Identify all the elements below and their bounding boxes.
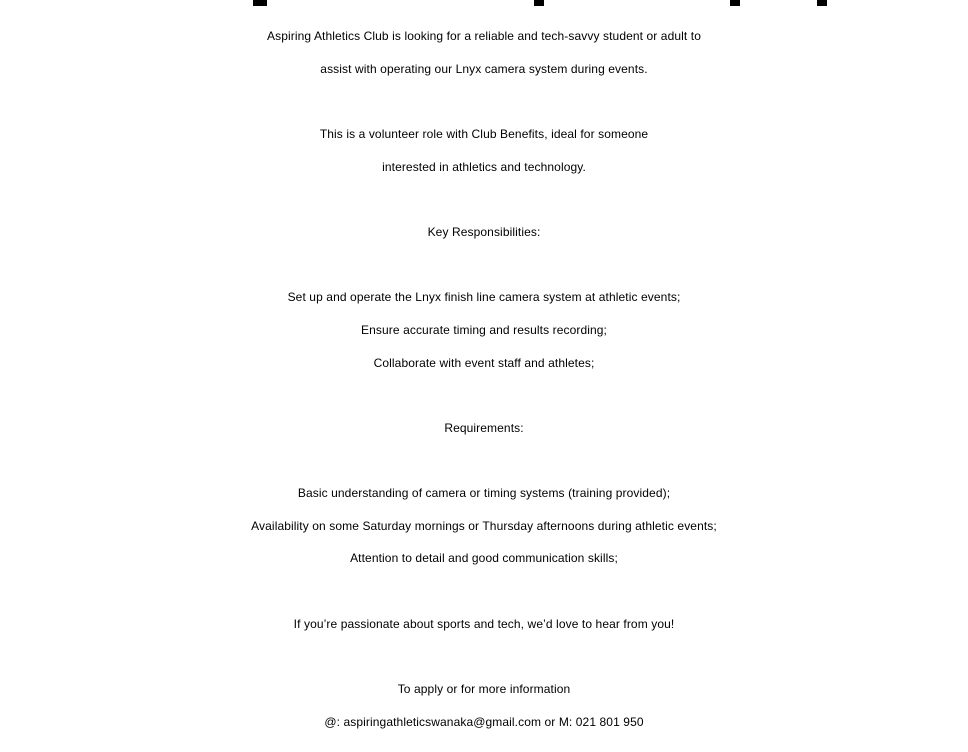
- role-line-2: interested in athletics and technology.: [382, 160, 586, 174]
- requirement-item: Attention to detail and good communication skills;: [350, 551, 618, 565]
- role-line-1: This is a volunteer role with Club Benefits, ideal for someone: [319, 127, 649, 141]
- intro-line-1: Aspiring Athletics Club is looking for a reliable and tech-savvy student or adult to: [267, 29, 701, 43]
- responsibility-item: Ensure accurate timing and results recording;: [361, 323, 607, 337]
- contact-line-2: @: aspiringathleticswanaka@gmail.com or M: 021 801 950: [324, 715, 644, 729]
- responsibility-item: Set up and operate the Lnyx finish line camera system at athletic events;: [287, 290, 681, 304]
- contact-line-1: To apply or for more information: [397, 682, 571, 696]
- cropped-heading-fragment: [0, 0, 968, 6]
- requirements-heading: Requirements:: [444, 421, 524, 435]
- responsibilities-heading: Key Responsibilities:: [427, 225, 541, 239]
- requirement-item: Basic understanding of camera or timing systems (training provided);: [297, 486, 671, 500]
- intro-line-2: assist with operating our Lnyx camera system during events.: [320, 62, 648, 76]
- requirement-item: Availability on some Saturday mornings or Thursday afternoons during athletic events;: [251, 519, 717, 533]
- responsibility-item: Collaborate with event staff and athletes;: [373, 356, 595, 370]
- closing-line: If you’re passionate about sports and tech, we’d love to hear from you!: [293, 617, 675, 631]
